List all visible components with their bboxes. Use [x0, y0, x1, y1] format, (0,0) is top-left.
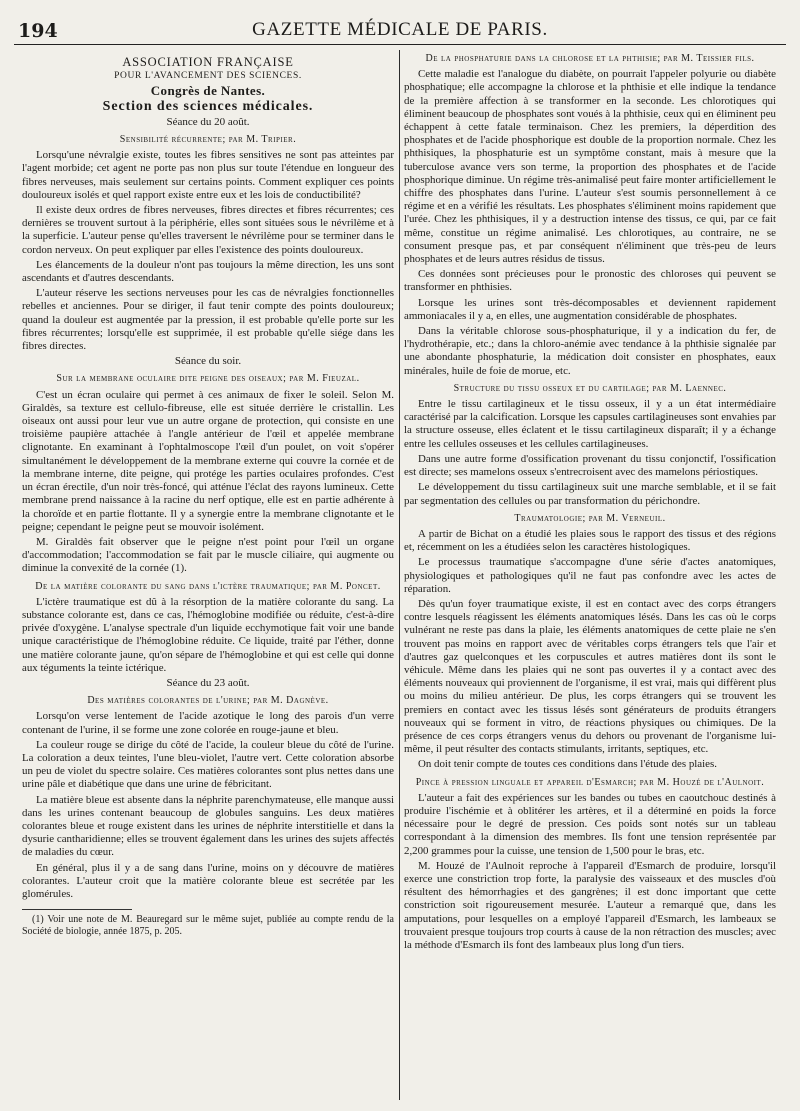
article-title: Sensibilité récurrente; par M. Tripier.: [119, 134, 297, 146]
page-number: 194: [18, 20, 58, 42]
article-title: Traumatologie; par M. Verneuil.: [514, 512, 666, 524]
article-title: Pince à pression linguale et appareil d'Esmarch; par M. Houzé de l'Aulnoit.: [415, 776, 765, 788]
article-title: De la phosphaturie dans la chlorose et la phthisie; par M. Teissier fils.: [425, 53, 755, 64]
paragraph: Le développement du tissu cartilagineux suit une marche semblable, et il se fait par segmentation des cellules ou par transformation du périchondre.: [404, 481, 776, 507]
session-heading: Séance du 23 août.: [166, 676, 250, 689]
footnote-rule: [22, 909, 132, 910]
paragraph: Il existe deux ordres de fibres nerveuses, fibres directes et fibres récurrentes; ces dernières se trouvent surtout à la périphérie, elles sont situées sous le névrilème et à la superficie. L'auteur pense qu'elles traversent le névrilème pour se terminer dans le cordon nerveux. On peut expliquer par elles l'existence des points douloureux.: [22, 204, 394, 256]
article-title: Structure du tissu osseux et du cartilage; par M. Laennec.: [453, 382, 727, 394]
association-subheading: POUR L'AVANCEMENT DES SCIENCES.: [114, 71, 302, 82]
paragraph: M. Giraldès fait observer que le peigne n'est point pour l'œil un organe d'accommodation; l'accommodation se fait par le muscle ciliaire, qui augmente ou diminue la convexité de la cornée (1).: [22, 535, 394, 575]
paragraph: L'ictère traumatique est dû à la résorption de la matière colorante du sang. La substance colorante est, dans ce cas, l'hémoglobine modifiée ou réduite, c'est-à-dire privée d'oxygène. L'analyse spectrale d'un liquide ecchymotique fait voir une bande unique caractéristique de l'hémoglobine réduite. Ce liquide, traité par l'éther, donne une matière colorante jaune, qu'on sépare de l'hémoglobine et qui est celle qui donne aux téguments la teinte ictérique.: [22, 595, 394, 674]
paragraph: A partir de Bichat on a étudié les plaies sous le rapport des tissus et des régions et, récemment on les a étudiées selon les caractères histologiques.: [404, 527, 776, 554]
session-heading: Séance du soir.: [174, 355, 242, 368]
right-column: [404, 50, 776, 1100]
column-divider: [399, 50, 400, 1100]
article-title: Sur la membrane oculaire dite peigne des oiseaux; par M. Fieuzal.: [56, 373, 360, 385]
paragraph: On doit tenir compte de toutes ces conditions dans l'étude des plaies.: [418, 758, 717, 771]
session-heading: Séance du 20 août.: [166, 115, 250, 128]
section-heading: Section des sciences médicales.: [102, 98, 314, 114]
congress-heading: Congrès de Nantes.: [150, 83, 266, 99]
article-title: De la matière colorante du sang dans l'ictère traumatique; par M. Poncet.: [35, 580, 381, 592]
paragraph: La couleur rouge se dirige du côté de l'acide, la couleur bleue du côté de l'urine. La coloration a deux teintes, l'une bleu-violet, l'autre vert. Cette coloration absorbe un peu de violet du spectre solaire. Ces matières colorantes sont plus nettes dans une urine pâle et diabétique que dans une urine de fébricitant.: [22, 738, 394, 791]
paragraph: Dans la véritable chlorose sous-phosphaturique, il y a indication du fer, de l'hydrothérapie, etc.; dans la chloro-anémie avec tendance à la phthisie signalée par une abondante phosphaturie, la médication doit consister en phosphates, eaux minérales, huile de foie de morue, etc.: [404, 325, 776, 377]
association-heading: ASSOCIATION FRANÇAISE: [122, 55, 294, 69]
page-header: [14, 18, 786, 45]
paragraph: Le processus traumatique s'accompagne d'une série d'actes anatomiques, physiologiques et pathologiques qu'il ne faut pas confondre avec les actes de réparation.: [404, 556, 776, 595]
paragraph: En général, plus il y a de sang dans l'urine, moins on y découvre de matières colorantes. L'auteur croit que la matière colorante bleue est secrétée par les glomérules.: [22, 861, 394, 900]
paragraph: Entre le tissu cartilagineux et le tissu osseux, il y a un état intermédiaire caractérisé par la calcification. Lorsque les capsules cartilagineuses sont envahies par la structure osseuse, elles éclatent et le tissu cartilagineux disparaît; il y a échange entre les cellules osseuses et les cellules cartilagineuses.: [404, 398, 776, 450]
paragraph: Dès qu'un foyer traumatique existe, il est en contact avec des corps étrangers contre lesquels réagissent les éléments anatomiques lésés. Dans les cas où le corps vulnérant ne reste pas dans la plaie, les éléments anatomiques de cette plaie ne s'en trouvent pas moins en rapport avec de véritables corps étrangers tels que l'air et d'autres gaz quelconques et les corpuscules et autres matières dont ils sont le véhicule. Même dans les plaies qui ne sont pas ouvertes il y a contact avec des éléments nouveaux qui proviennent de l'organisme, il est vrai, mais qui diffèrent plus ou moins du milieu antérieur. De plus, les corps étrangers qui se trouvent les premiers en contact avec les tissus lésés sont générateurs de produits étrangers nouveaux qui se forment in vitro, de réactions physiques ou chimiques. De la présence de ces corps étrangers venus du dehors ou provenant de l'organisme lui-même, il peut résulter des contacts stimulants, irritants, septiques, etc.: [404, 597, 776, 756]
paragraph: M. Houzé de l'Aulnoit reproche à l'appareil d'Esmarch de produire, lorsqu'il exerce une constriction trop forte, la paralysie des vaisseaux et des muscles d'où résultent des hémorrhagies et des gangrènes; il est donc important que cette constriction soit rigoureusement mesurée. L'auteur a remarqué que, dans les amputations, pour lesquelles on a employé l'appareil d'Esmarch, les lambeaux se trouvaient presque toujours trop courts à cause de la non rétraction des muscles; avec la méthode d'Esmarch ils font des lambeaux plus long d'un tiers.: [404, 859, 776, 951]
paragraph: La matière bleue est absente dans la néphrite parenchymateuse, elle manque aussi dans les urines contenant beaucoup de globules sanguins. Les deux matières colorantes bleue et rouge existent dans les urines de néphrite interstitielle et dans la dysurie cantharidienne; elles se trouvent également dans les urines des sujets affectés de maladies du cœur.: [22, 793, 394, 859]
article-title: Des matières colorantes de l'urine; par M. Dagnève.: [87, 695, 329, 707]
paragraph: Lorsque les urines sont très-décomposables et deviennent rapidement ammoniacales il y a, en elles, une augmentation considérable de phosphates.: [404, 296, 776, 322]
paragraph: C'est un écran oculaire qui permet à ces animaux de fixer le soleil. Selon M. Giraldès, sa texture est cellulo-fibreuse, elle est située derrière le cristallin. Les oiseaux ont aussi pour leur vue un autre organe de protection, qui consiste en une troisième paupière attachée à l'angle antérieur de l'œil et appelée membrane clignotante. En examinant à l'ophtalmoscope l'œil d'un poulet, on voit s'opérer simultanément le développement de la membrane externe qui couvre la cornée et de la membrane interne, dite peigne, qui protége les parties oculaires profondes. C'est un écran érectile, d'un noir très-foncé, qui atténue l'éclat des rayons lumineux. Cette membrane prend naissance à la racine du nerf optique, elle est en partie adhérente à la choroïde et en partie flottante. Il y a synergie entre la membrane clignotante et le peigne; cependant le peigne peut se mouvoir isolément.: [22, 388, 394, 533]
journal-title: GAZETTE MÉDICALE DE PARIS.: [252, 19, 548, 40]
paragraph: Ces données sont précieuses pour le pronostic des chloroses qui peuvent se transformer en phthisies.: [404, 268, 776, 294]
paragraph: Les élancements de la douleur n'ont pas toujours la même direction, les uns sont ascendants et d'autres descendants.: [22, 258, 394, 285]
left-column: [22, 50, 394, 1100]
paragraph: Lorsqu'une névralgie existe, toutes les fibres sensitives ne sont pas atteintes par l'agent morbide; cet agent ne porte pas non plus sur toute l'étendue en longueur des fibres nerveuses, mais seulement sur certains points. Comment expliquer ces points douloureux isolés et quel rapport existe entre eux et les lois de conductibilité?: [22, 149, 394, 201]
paragraph: L'auteur a fait des expériences sur les bandes ou tubes en caoutchouc destinés à produire l'ischémie et à oblitérer les artères, et il a déterminé en poids la force nécessaire pour le degré de pression. Ces poids sont notés sur un tableau correspondant à la dimension des membres. Ils font une tension représentée par 2,200 grammes pour la cuisse, une tension de 1,500 pour le bras, etc.: [404, 791, 776, 857]
paragraph: Lorsqu'on verse lentement de l'acide azotique le long des parois d'un verre contenant de l'urine, il se forme une zone colorée en rouge-jaune et bleu.: [22, 710, 394, 736]
paragraph: Cette maladie est l'analogue du diabète, on pourrait l'appeler polyurie ou diabète phosphatique; elle accompagne la chlorose et la phthisie et elle indique la tendance de la première affection à se transformer en la seconde. Les chlorotiques qui éliminent beaucoup de phosphates sont voués à la phthisie, ceux qui en éliminent peu échappent à cette fatale terminaison. Chez les premiers, la déperdition des phosphates et de l'acide phosphorique est double de la proportion normale. Chez les phthisiques, la phosphaturie est un symptôme constant, mais à mesure que la tuberculose avance vers son terme, la proportion des phosphates et de l'acide phosphorique diminue. Un régime très-animalisé peut faire monter artificiellement le chiffre des phosphates dans l'urine. L'auteur s'est soumis personnellement à ce régime et en a vérifié les résultats. Les phosphates s'éliminent moins rapidement que l'urée. Chez les phthisiques, il y a destruction intense des tissus, ce qui, par ce fait même, constitue un régime animalisé. Les chlorotiques, au contraire, ne se consument presque pas, et par conséquent n'éliminent que très-peu de leurs phosphates et de leurs autres résidus de tissus.: [404, 68, 776, 266]
paragraph: Dans une autre forme d'ossification provenant du tissu conjonctif, l'ossification est directe; ses mamelons osseux s'entrecroisent avec des mamelons périostiques.: [404, 452, 776, 479]
footnote: (1) Voir une note de M. Beauregard sur le même sujet, publiée au compte rendu de la Société de biologie, année 1875, p. 205.: [22, 914, 394, 938]
paragraph: L'auteur réserve les sections nerveuses pour les cas de névralgies fonctionnelles rebelles et anciennes. Pour se diriger, il faut tenir compte des points douloureux; quand la douleur est augmentée par la pression, il est probable qu'elle porte sur les fibres récurrentes; lorsqu'elle est supprimée, il est probable qu'elle siége dans les fibres directes.: [22, 287, 394, 353]
